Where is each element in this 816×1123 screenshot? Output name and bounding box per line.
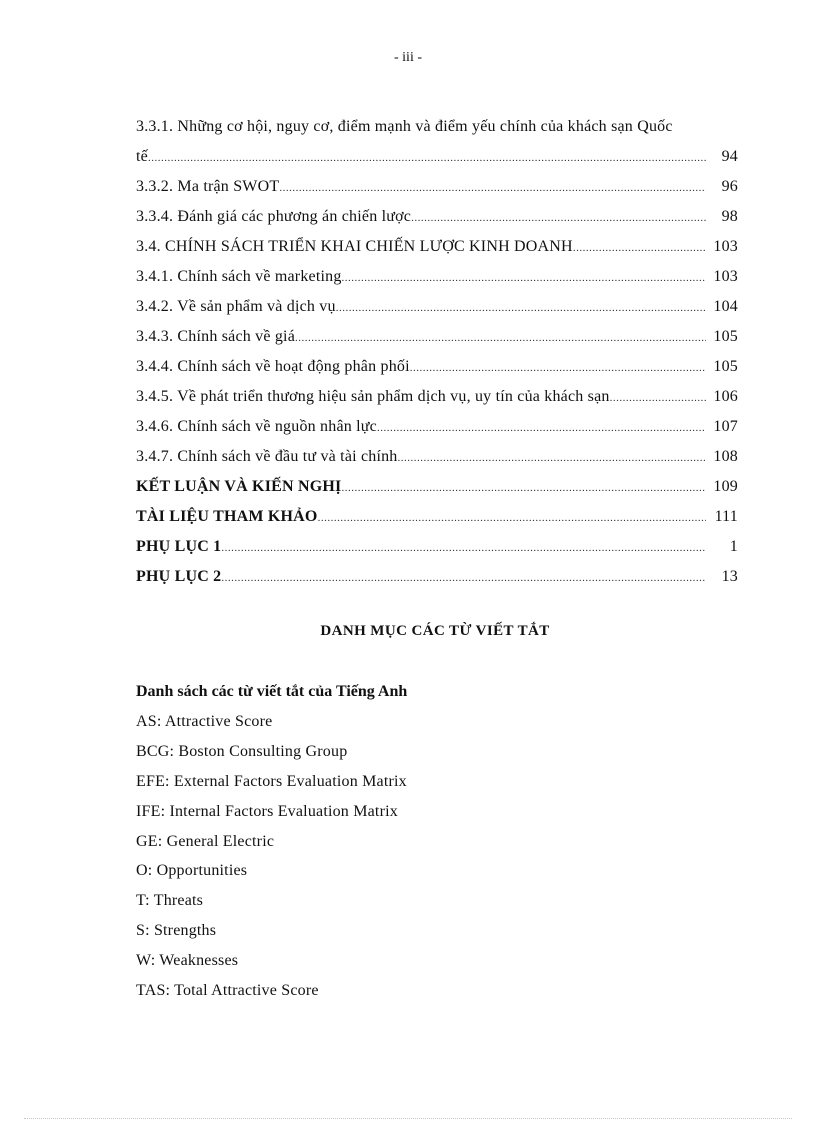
abbreviation-item: T: Threats	[136, 892, 204, 910]
toc-entry-title: TÀI LIỆU THAM KHẢO	[136, 508, 318, 525]
abbreviation-item: TAS: Total Attractive Score	[136, 982, 319, 1000]
abbreviation-item: BCG: Boston Consulting Group	[136, 742, 348, 760]
toc-entry-page: 106	[713, 388, 738, 405]
toc-entry	[136, 352, 738, 382]
abbreviation-item: W: Weaknesses	[136, 952, 239, 970]
dot-leader	[342, 263, 706, 293]
toc-entry-title: 3.3.1. Những cơ hội, nguy cơ, điểm mạnh và điểm yếu chính của khách sạn Quốc	[136, 118, 673, 135]
toc-entry-title: 3.3.4. Đánh giá các phương án chiến lược	[136, 208, 412, 225]
toc-entry	[136, 442, 738, 472]
dot-leader	[377, 413, 706, 443]
toc-entry	[136, 412, 738, 442]
abbreviation-item: O: Opportunities	[136, 862, 248, 880]
toc-entry-page: 103	[713, 268, 738, 285]
toc-entry-page: 107	[713, 418, 738, 435]
dot-leader	[411, 203, 706, 233]
toc-entry-3-3-1-line2	[136, 142, 738, 172]
abbreviations-list	[136, 677, 736, 1006]
dot-leader	[336, 293, 706, 323]
abbreviations-subheading: Danh sách các từ viết tắt của Tiếng Anh	[136, 683, 408, 700]
abbreviation-item: EFE: External Factors Evaluation Matrix	[136, 772, 407, 790]
toc-entry-bold	[136, 532, 738, 562]
table-of-contents	[136, 112, 738, 592]
toc-entry-page: 104	[713, 298, 738, 315]
toc-entry-page: 94	[721, 148, 738, 165]
toc-entry-page: 111	[714, 508, 738, 525]
dot-leader	[410, 353, 706, 383]
toc-entry-title: tế	[136, 148, 148, 165]
dot-leader	[221, 533, 706, 563]
dot-leader	[279, 173, 706, 203]
toc-entry-bold	[136, 472, 738, 502]
dot-leader	[610, 383, 706, 413]
toc-entry	[136, 172, 738, 202]
abbreviation-item: IFE: Internal Factors Evaluation Matrix	[136, 802, 398, 820]
toc-entry-page: 105	[713, 328, 738, 345]
toc-entry-page: 103	[713, 238, 738, 255]
dot-leader	[318, 503, 706, 533]
toc-entry-page: 98	[721, 208, 738, 225]
toc-entry-title: 3.4.4. Chính sách về hoạt động phân phối	[136, 358, 410, 375]
toc-entry-bold	[136, 562, 738, 592]
toc-entry-page: 108	[713, 448, 738, 465]
toc-entry-title: 3.4.2. Về sản phẩm và dịch vụ	[136, 298, 336, 315]
toc-entry-page: 13	[721, 568, 738, 585]
toc-entry-title: 3.3.2. Ma trận SWOT	[136, 178, 280, 195]
toc-entry-title: PHỤ LỤC 2	[136, 568, 222, 585]
dot-leader	[221, 563, 706, 593]
page-bottom-divider	[24, 1118, 792, 1119]
toc-entry-page: 105	[713, 358, 738, 375]
dot-leader	[573, 233, 706, 263]
toc-entry-title: 3.4.6. Chính sách về nguồn nhân lực	[136, 418, 377, 435]
dot-leader	[341, 473, 706, 503]
abbreviations-heading: DANH MỤC CÁC TỪ VIẾT TẮT	[320, 623, 550, 639]
toc-entry	[136, 232, 738, 262]
toc-entry	[136, 202, 738, 232]
abbreviation-item: GE: General Electric	[136, 832, 275, 850]
dot-leader	[295, 323, 706, 353]
toc-entry-title: KẾT LUẬN VÀ KIẾN NGHỊ	[136, 478, 342, 495]
toc-entry-page: 1	[729, 538, 738, 555]
toc-entry-3-3-1-line1	[136, 112, 738, 142]
toc-entry-page: 96	[721, 178, 738, 195]
toc-entry-title: 3.4. CHÍNH SÁCH TRIỂN KHAI CHIẾN LƯỢC KINH DOANH	[136, 238, 573, 255]
toc-entry-title: 3.4.1. Chính sách về marketing	[136, 268, 342, 285]
toc-entry-title: 3.4.5. Về phát triển thương hiệu sản phẩm dịch vụ, uy tín của khách sạn	[136, 388, 610, 405]
abbreviation-item: S: Strengths	[136, 922, 217, 940]
toc-entry-bold	[136, 502, 738, 532]
toc-entry	[136, 262, 738, 292]
dot-leader	[148, 143, 706, 173]
toc-entry-page: 109	[713, 478, 738, 495]
toc-entry-title: 3.4.3. Chính sách về giá	[136, 328, 295, 345]
toc-entry-title: 3.4.7. Chính sách về đầu tư và tài chính	[136, 448, 398, 465]
dot-leader	[398, 443, 706, 473]
toc-entry	[136, 292, 738, 322]
abbreviation-item: AS: Attractive Score	[136, 713, 273, 730]
toc-entry	[136, 322, 738, 352]
toc-entry	[136, 382, 738, 412]
toc-entry-title: PHỤ LỤC 1	[136, 538, 222, 555]
page-number: - iii -	[394, 50, 422, 65]
